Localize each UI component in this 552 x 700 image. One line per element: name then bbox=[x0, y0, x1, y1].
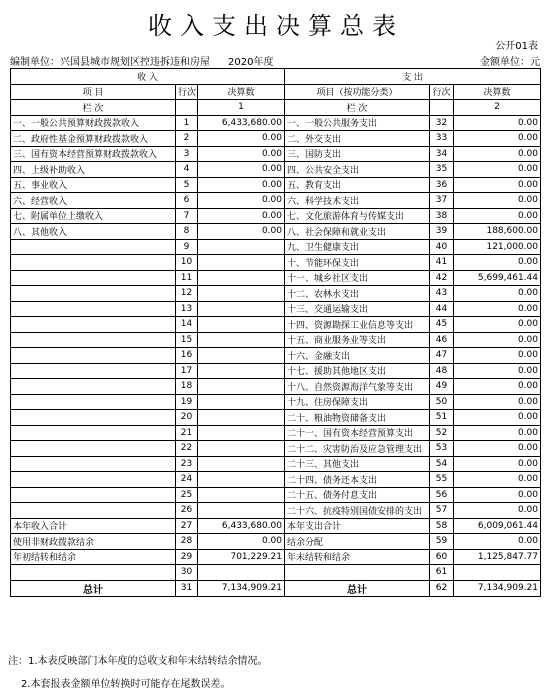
cell-li: 使用非财政拨款结余 bbox=[11, 534, 176, 550]
expense-rowno-header: 行次 bbox=[430, 84, 454, 100]
cell-la bbox=[198, 410, 285, 426]
cell-ra: 188,600.00 bbox=[454, 224, 541, 240]
cell-ra: 0.00 bbox=[454, 162, 541, 178]
cell-li bbox=[11, 441, 176, 457]
cell-li bbox=[11, 487, 176, 503]
cell-rn: 36 bbox=[430, 177, 454, 193]
cell-la bbox=[198, 301, 285, 317]
cell-rn: 35 bbox=[430, 162, 454, 178]
table-row bbox=[11, 317, 541, 333]
cell-la bbox=[198, 441, 285, 457]
cell-ra: 0.00 bbox=[454, 379, 541, 395]
cell-ln: 23 bbox=[176, 456, 198, 472]
cell-ra: 0.00 bbox=[454, 456, 541, 472]
budget-table bbox=[10, 68, 541, 597]
cell-li bbox=[11, 301, 176, 317]
note-2: 2.本套报表金额单位转换时可能存在尾数误差。 bbox=[21, 679, 231, 690]
expense-amount-header: 决算数 bbox=[454, 84, 541, 100]
cell-rn: 62 bbox=[430, 580, 454, 596]
cell-li: 五、事业收入 bbox=[11, 177, 176, 193]
cell-li bbox=[11, 255, 176, 271]
cell-ri: 二十一、国有资本经营预算支出 bbox=[285, 425, 430, 441]
cell-li: 一、一般公共预算财政拨款收入 bbox=[11, 115, 176, 131]
cell-la: 0.00 bbox=[198, 177, 285, 193]
cell-ln: 16 bbox=[176, 348, 198, 364]
cell-ln: 19 bbox=[176, 394, 198, 410]
cell-rn: 32 bbox=[430, 115, 454, 131]
cell-li: 八、其他收入 bbox=[11, 224, 176, 240]
cell-la bbox=[198, 503, 285, 519]
cell-ln: 20 bbox=[176, 410, 198, 426]
cell-ri bbox=[285, 565, 430, 581]
table-row bbox=[11, 518, 541, 534]
cell-rn: 42 bbox=[430, 270, 454, 286]
cell-ri: 三、国防支出 bbox=[285, 146, 430, 162]
cell-ln: 24 bbox=[176, 472, 198, 488]
cell-ln: 11 bbox=[176, 270, 198, 286]
cell-ln: 17 bbox=[176, 363, 198, 379]
table-row bbox=[11, 193, 541, 209]
table-row bbox=[11, 441, 541, 457]
cell-ln: 29 bbox=[176, 549, 198, 565]
cell-la bbox=[198, 332, 285, 348]
table-row bbox=[11, 565, 541, 581]
cell-li bbox=[11, 394, 176, 410]
cell-rn: 47 bbox=[430, 348, 454, 364]
year-label: 2020年度 bbox=[228, 57, 274, 68]
cell-ln: 14 bbox=[176, 317, 198, 333]
cell-ri: 二十六、抗疫特别国债安排的支出 bbox=[285, 503, 430, 519]
table-row bbox=[11, 394, 541, 410]
income-col-number: 1 bbox=[198, 100, 285, 116]
report-meta bbox=[10, 53, 540, 68]
table-row bbox=[11, 503, 541, 519]
income-item-header: 项 目 bbox=[11, 84, 176, 100]
cell-li: 二、政府性基金预算财政拨款收入 bbox=[11, 131, 176, 147]
cell-rn: 49 bbox=[430, 379, 454, 395]
cell-rn: 34 bbox=[430, 146, 454, 162]
cell-ln: 27 bbox=[176, 518, 198, 534]
cell-ra bbox=[454, 565, 541, 581]
cell-la bbox=[198, 487, 285, 503]
cell-ln: 1 bbox=[176, 115, 198, 131]
table-row bbox=[11, 549, 541, 565]
cell-rn: 55 bbox=[430, 472, 454, 488]
cell-rn: 54 bbox=[430, 456, 454, 472]
cell-li: 总计 bbox=[11, 580, 176, 596]
page-title: 收入支出决算总表 bbox=[148, 12, 404, 40]
income-amount-header: 决算数 bbox=[198, 84, 285, 100]
cell-ra: 1,125,847.77 bbox=[454, 549, 541, 565]
income-header: 收 入 bbox=[11, 69, 285, 85]
cell-la bbox=[198, 255, 285, 271]
table-row bbox=[11, 177, 541, 193]
cell-ln: 12 bbox=[176, 286, 198, 302]
cell-ri: 二十三、其他支出 bbox=[285, 456, 430, 472]
cell-li bbox=[11, 472, 176, 488]
cell-la: 6,433,680.00 bbox=[198, 115, 285, 131]
cell-li bbox=[11, 425, 176, 441]
cell-ri: 二十五、债务付息支出 bbox=[285, 487, 430, 503]
cell-la: 0.00 bbox=[198, 162, 285, 178]
cell-ri: 二十、粮油物资储备支出 bbox=[285, 410, 430, 426]
cell-rn: 48 bbox=[430, 363, 454, 379]
table-row bbox=[11, 162, 541, 178]
cell-ri: 本年支出合计 bbox=[285, 518, 430, 534]
cell-rn: 33 bbox=[430, 131, 454, 147]
cell-la: 0.00 bbox=[198, 208, 285, 224]
cell-ri: 结余分配 bbox=[285, 534, 430, 550]
cell-la: 7,134,909.21 bbox=[198, 580, 285, 596]
cell-rn: 43 bbox=[430, 286, 454, 302]
org-label: 编制单位：兴国县城市规划区控违拆违和房屋 bbox=[10, 57, 210, 68]
cell-ln: 28 bbox=[176, 534, 198, 550]
table-row bbox=[11, 224, 541, 240]
expense-col-label: 栏 次 bbox=[285, 100, 430, 116]
cell-ri: 十四、资源勘探工业信息等支出 bbox=[285, 317, 430, 333]
cell-ri: 十二、农林水支出 bbox=[285, 286, 430, 302]
cell-la bbox=[198, 565, 285, 581]
table-row bbox=[11, 286, 541, 302]
cell-ra: 7,134,909.21 bbox=[454, 580, 541, 596]
cell-rn: 45 bbox=[430, 317, 454, 333]
cell-li bbox=[11, 410, 176, 426]
cell-ri: 年末结转和结余 bbox=[285, 549, 430, 565]
cell-rn: 50 bbox=[430, 394, 454, 410]
cell-la: 0.00 bbox=[198, 224, 285, 240]
cell-ra: 0.00 bbox=[454, 317, 541, 333]
cell-ra: 0.00 bbox=[454, 146, 541, 162]
table-row bbox=[11, 255, 541, 271]
cell-ri: 十三、交通运输支出 bbox=[285, 301, 430, 317]
cell-rn: 39 bbox=[430, 224, 454, 240]
cell-ri: 总计 bbox=[285, 580, 430, 596]
table-row bbox=[11, 348, 541, 364]
table-row bbox=[11, 425, 541, 441]
cell-ri: 十六、金融支出 bbox=[285, 348, 430, 364]
cell-la bbox=[198, 394, 285, 410]
cell-ra: 0.00 bbox=[454, 131, 541, 147]
cell-rn: 41 bbox=[430, 255, 454, 271]
cell-li bbox=[11, 239, 176, 255]
table-row bbox=[11, 208, 541, 224]
cell-ln: 22 bbox=[176, 441, 198, 457]
cell-ri: 五、教育支出 bbox=[285, 177, 430, 193]
cell-rn: 58 bbox=[430, 518, 454, 534]
table-row bbox=[11, 115, 541, 131]
cell-ri: 十五、商业服务业等支出 bbox=[285, 332, 430, 348]
cell-rn: 61 bbox=[430, 565, 454, 581]
cell-li bbox=[11, 503, 176, 519]
cell-ri: 四、公共安全支出 bbox=[285, 162, 430, 178]
cell-li: 三、国有资本经营预算财政拨款收入 bbox=[11, 146, 176, 162]
table-row bbox=[11, 146, 541, 162]
cell-rn: 37 bbox=[430, 193, 454, 209]
cell-ln: 15 bbox=[176, 332, 198, 348]
table-row bbox=[11, 131, 541, 147]
cell-ra: 0.00 bbox=[454, 348, 541, 364]
cell-li bbox=[11, 286, 176, 302]
cell-la: 0.00 bbox=[198, 131, 285, 147]
cell-la: 0.00 bbox=[198, 193, 285, 209]
table-row bbox=[11, 332, 541, 348]
cell-rn: 40 bbox=[430, 239, 454, 255]
cell-ra: 0.00 bbox=[454, 208, 541, 224]
table-row bbox=[11, 487, 541, 503]
cell-rn: 44 bbox=[430, 301, 454, 317]
cell-la: 6,433,680.00 bbox=[198, 518, 285, 534]
cell-ln: 7 bbox=[176, 208, 198, 224]
table-row bbox=[11, 301, 541, 317]
table-row bbox=[11, 379, 541, 395]
cell-la bbox=[198, 472, 285, 488]
cell-ln: 26 bbox=[176, 503, 198, 519]
cell-rn: 60 bbox=[430, 549, 454, 565]
cell-ln: 5 bbox=[176, 177, 198, 193]
cell-ri: 九、卫生健康支出 bbox=[285, 239, 430, 255]
cell-la bbox=[198, 239, 285, 255]
cell-ln: 21 bbox=[176, 425, 198, 441]
cell-li bbox=[11, 363, 176, 379]
cell-la bbox=[198, 348, 285, 364]
cell-la: 0.00 bbox=[198, 534, 285, 550]
cell-rn: 51 bbox=[430, 410, 454, 426]
cell-li bbox=[11, 456, 176, 472]
cell-ra: 0.00 bbox=[454, 534, 541, 550]
cell-rn: 59 bbox=[430, 534, 454, 550]
table-row bbox=[11, 472, 541, 488]
cell-ra: 121,000.00 bbox=[454, 239, 541, 255]
table-row bbox=[11, 456, 541, 472]
cell-ln: 18 bbox=[176, 379, 198, 395]
cell-ra: 0.00 bbox=[454, 286, 541, 302]
cell-li: 本年收入合计 bbox=[11, 518, 176, 534]
cell-li: 年初结转和结余 bbox=[11, 549, 176, 565]
cell-ra: 0.00 bbox=[454, 425, 541, 441]
cell-ln: 13 bbox=[176, 301, 198, 317]
cell-ri: 十九、住房保障支出 bbox=[285, 394, 430, 410]
cell-ln: 3 bbox=[176, 146, 198, 162]
expense-col-number: 2 bbox=[454, 100, 541, 116]
cell-ln: 6 bbox=[176, 193, 198, 209]
expense-col-blank bbox=[430, 100, 454, 116]
unit-label: 金额单位：元 bbox=[480, 57, 540, 68]
cell-ra: 0.00 bbox=[454, 363, 541, 379]
cell-ln: 10 bbox=[176, 255, 198, 271]
cell-ra: 0.00 bbox=[454, 503, 541, 519]
cell-ln: 8 bbox=[176, 224, 198, 240]
cell-li: 四、上级补助收入 bbox=[11, 162, 176, 178]
cell-li bbox=[11, 332, 176, 348]
expense-header: 支 出 bbox=[285, 69, 541, 85]
cell-ri: 七、文化旅游体育与传媒支出 bbox=[285, 208, 430, 224]
cell-li bbox=[11, 317, 176, 333]
cell-rn: 53 bbox=[430, 441, 454, 457]
cell-li: 七、附属单位上缴收入 bbox=[11, 208, 176, 224]
cell-ln: 30 bbox=[176, 565, 198, 581]
cell-la bbox=[198, 456, 285, 472]
income-rowno-header: 行次 bbox=[176, 84, 198, 100]
cell-ri: 十、节能环保支出 bbox=[285, 255, 430, 271]
cell-rn: 57 bbox=[430, 503, 454, 519]
cell-la bbox=[198, 425, 285, 441]
cell-la bbox=[198, 317, 285, 333]
cell-ra: 0.00 bbox=[454, 394, 541, 410]
cell-ln: 9 bbox=[176, 239, 198, 255]
cell-ra: 0.00 bbox=[454, 193, 541, 209]
cell-ln: 4 bbox=[176, 162, 198, 178]
income-col-label: 栏 次 bbox=[11, 100, 176, 116]
cell-la bbox=[198, 363, 285, 379]
table-row bbox=[11, 239, 541, 255]
cell-li bbox=[11, 270, 176, 286]
cell-la: 0.00 bbox=[198, 146, 285, 162]
cell-ra: 0.00 bbox=[454, 255, 541, 271]
table-row bbox=[11, 410, 541, 426]
cell-ra: 0.00 bbox=[454, 487, 541, 503]
cell-rn: 38 bbox=[430, 208, 454, 224]
cell-la bbox=[198, 379, 285, 395]
cell-ra: 0.00 bbox=[454, 472, 541, 488]
cell-ri: 八、社会保障和就业支出 bbox=[285, 224, 430, 240]
cell-ra: 0.00 bbox=[454, 441, 541, 457]
form-number: 公开01表 bbox=[495, 41, 538, 52]
cell-ra: 0.00 bbox=[454, 410, 541, 426]
cell-la bbox=[198, 286, 285, 302]
table-row bbox=[11, 363, 541, 379]
table-row bbox=[11, 534, 541, 550]
cell-ri: 十八、自然资源海洋气象等支出 bbox=[285, 379, 430, 395]
total-row bbox=[11, 580, 541, 596]
cell-ri: 二十二、灾害防治及应急管理支出 bbox=[285, 441, 430, 457]
cell-li bbox=[11, 379, 176, 395]
cell-ri: 十一、城乡社区支出 bbox=[285, 270, 430, 286]
cell-ri: 十七、援助其他地区支出 bbox=[285, 363, 430, 379]
cell-ra: 0.00 bbox=[454, 115, 541, 131]
cell-ri: 二十四、债务还本支出 bbox=[285, 472, 430, 488]
expense-item-header: 项目（按功能分类） bbox=[285, 84, 430, 100]
cell-ln: 25 bbox=[176, 487, 198, 503]
cell-li: 六、经营收入 bbox=[11, 193, 176, 209]
cell-li bbox=[11, 565, 176, 581]
cell-rn: 56 bbox=[430, 487, 454, 503]
table-row bbox=[11, 270, 541, 286]
cell-ln: 31 bbox=[176, 580, 198, 596]
cell-ri: 一、一般公共服务支出 bbox=[285, 115, 430, 131]
cell-rn: 52 bbox=[430, 425, 454, 441]
cell-ri: 二、外交支出 bbox=[285, 131, 430, 147]
cell-ln: 2 bbox=[176, 131, 198, 147]
cell-la bbox=[198, 270, 285, 286]
cell-li bbox=[11, 348, 176, 364]
income-col-blank bbox=[176, 100, 198, 116]
cell-ra: 0.00 bbox=[454, 332, 541, 348]
cell-ri: 六、科学技术支出 bbox=[285, 193, 430, 209]
cell-ra: 6,009,061.44 bbox=[454, 518, 541, 534]
cell-ra: 0.00 bbox=[454, 301, 541, 317]
cell-ra: 0.00 bbox=[454, 177, 541, 193]
cell-rn: 46 bbox=[430, 332, 454, 348]
cell-la: 701,229.21 bbox=[198, 549, 285, 565]
note-1: 注：1.本表反映部门本年度的总收支和年末结转结余情况。 bbox=[8, 656, 268, 667]
cell-ra: 5,699,461.44 bbox=[454, 270, 541, 286]
